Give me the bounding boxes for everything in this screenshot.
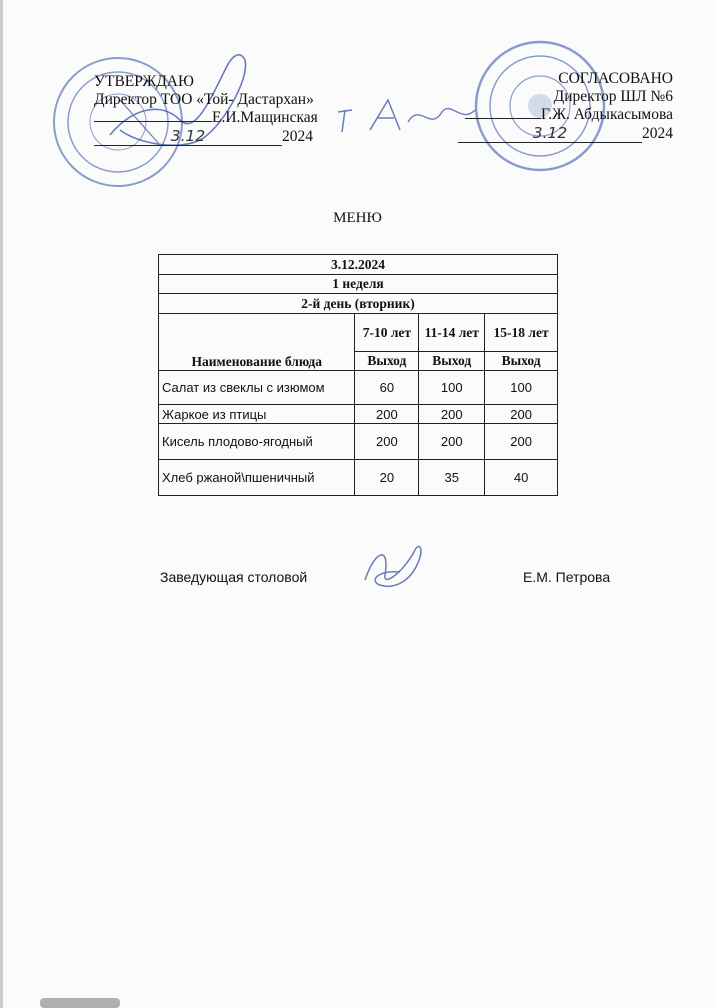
agreement-position: Директор ШЛ №6 bbox=[553, 88, 673, 105]
yield-value: 20 bbox=[355, 460, 419, 496]
yield-value: 35 bbox=[419, 460, 485, 496]
yield-value: 200 bbox=[419, 424, 485, 460]
canteen-head-signature bbox=[355, 540, 435, 595]
dish-name: Жаркое из птицы bbox=[159, 405, 355, 424]
yield-value: 100 bbox=[485, 371, 558, 405]
approval-name-line bbox=[94, 109, 318, 127]
approval-block bbox=[94, 73, 318, 146]
agreement-date-handwritten: 3.12 bbox=[458, 124, 642, 143]
agreement-date-line bbox=[458, 124, 673, 143]
approval-heading: УТВЕРЖДАЮ bbox=[94, 73, 194, 90]
yield-value: 200 bbox=[355, 405, 419, 424]
scan-edge bbox=[0, 0, 3, 1008]
footer-role: Заведующая столовой bbox=[160, 569, 308, 585]
age-group-header: 7-10 лет bbox=[355, 314, 419, 352]
agreement-name-line bbox=[458, 106, 673, 124]
yield-value: 200 bbox=[485, 405, 558, 424]
yield-header: Выход bbox=[419, 352, 485, 371]
table-row bbox=[159, 424, 558, 460]
yield-value: 60 bbox=[355, 371, 419, 405]
dish-name: Салат из свеклы с изюмом bbox=[159, 371, 355, 405]
age-group-header: 11-14 лет bbox=[419, 314, 485, 352]
footer-name: Е.М. Петрова bbox=[523, 569, 611, 585]
dish-name: Кисель плодово-ягодный bbox=[159, 424, 355, 460]
table-day-row bbox=[159, 294, 558, 314]
yield-value: 200 bbox=[355, 424, 419, 460]
approval-date-line bbox=[94, 127, 318, 146]
table-age-row bbox=[159, 314, 558, 352]
agreement-heading: СОГЛАСОВАНО bbox=[558, 70, 673, 87]
yield-value: 200 bbox=[485, 424, 558, 460]
document-title: МЕНЮ bbox=[333, 210, 382, 226]
agreement-year: 2024 bbox=[642, 125, 673, 142]
agreement-name: Г.Ж. Абдыкасымова bbox=[541, 106, 673, 123]
yield-value: 200 bbox=[419, 405, 485, 424]
approval-position: Директор ТОО «Той- Дастархан» bbox=[94, 91, 314, 108]
age-group-header: 15-18 лет bbox=[485, 314, 558, 352]
menu-table bbox=[158, 254, 558, 496]
approval-name: Е.И.Мащинская bbox=[212, 109, 318, 126]
menu-week: 1 неделя bbox=[159, 275, 558, 294]
approval-date-handwritten: 3.12 bbox=[94, 127, 282, 146]
menu-day: 2-й день (вторник) bbox=[159, 294, 558, 314]
dish-column-header: Наименование блюда bbox=[159, 314, 355, 371]
yield-value: 40 bbox=[485, 460, 558, 496]
approval-year: 2024 bbox=[282, 128, 313, 145]
table-row bbox=[159, 405, 558, 424]
scan-artifact bbox=[40, 998, 120, 1008]
agreement-block bbox=[458, 70, 673, 143]
yield-header: Выход bbox=[355, 352, 419, 371]
table-row bbox=[159, 460, 558, 496]
yield-header: Выход bbox=[485, 352, 558, 371]
dish-name: Хлеб ржаной\пшеничный bbox=[159, 460, 355, 496]
menu-date: 3.12.2024 bbox=[159, 255, 558, 275]
table-date-row bbox=[159, 255, 558, 275]
yield-value: 100 bbox=[419, 371, 485, 405]
table-week-row bbox=[159, 275, 558, 294]
table-row bbox=[159, 371, 558, 405]
